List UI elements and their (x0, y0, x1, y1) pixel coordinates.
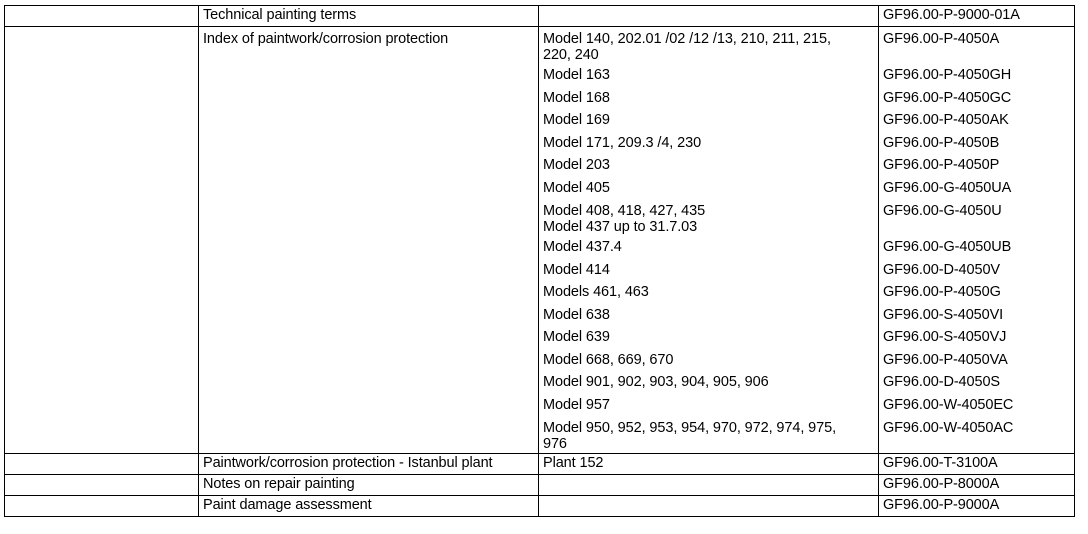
document-link[interactable]: GF96.00-G-4050UA (883, 179, 1012, 196)
model-line: Models 461, 463 (543, 284, 649, 300)
document-link[interactable]: GF96.00-D-4050V (883, 261, 1000, 278)
model-line: Model 408, 418, 427, 435 (543, 203, 706, 219)
detail-cell (539, 6, 879, 27)
model-line: Model 203 (543, 157, 610, 173)
document-link[interactable]: GF96.00-P-8000A (883, 476, 1000, 492)
document-link[interactable]: GF96.00-P-4050G (883, 284, 1001, 300)
blank-cell (5, 454, 199, 475)
model-entry (539, 394, 878, 417)
model-line: Model 163 (543, 67, 610, 83)
detail-text (539, 475, 878, 476)
document-link[interactable]: GF96.00-P-4050GC (883, 89, 1012, 106)
document-link[interactable]: GF96.00-T-3100A (883, 455, 998, 471)
model-line: Model 169 (543, 112, 610, 128)
model-line: Model 950, 952, 953, 954, 970, 972, 974, 975, (543, 420, 836, 436)
document-link[interactable]: GF96.00-P-9000A (883, 497, 1000, 513)
model-line: Model 668, 669, 670 (543, 351, 674, 368)
blank-cell (5, 27, 199, 454)
model-entry (539, 27, 878, 64)
models-list-cell (539, 27, 879, 454)
model-entry (539, 154, 878, 177)
document-link[interactable]: GF96.00-P-4050B (883, 134, 1000, 151)
document-link[interactable]: GF96.00-P-4050VA (883, 351, 1008, 368)
blank-cell (5, 496, 199, 517)
model-line: Model 405 (543, 179, 610, 196)
model-line: Model 639 (543, 329, 610, 345)
model-entry (539, 199, 878, 236)
document-link[interactable]: GF96.00-D-4050S (883, 374, 1000, 390)
topic-text: Paint damage assessment (203, 497, 372, 513)
document-link[interactable]: GF96.00-P-4050A (883, 31, 1000, 47)
table-row (5, 475, 1075, 496)
table-row (5, 496, 1075, 517)
model-line: Model 638 (543, 306, 610, 323)
model-entry (539, 304, 878, 327)
topic-text: Index of paintwork/corrosion protection (203, 31, 449, 47)
topic-cell (199, 27, 539, 454)
model-entry (539, 87, 878, 110)
topic-text: Notes on repair painting (203, 476, 355, 492)
topic-cell (199, 6, 539, 27)
blank-cell (5, 475, 199, 496)
detail-text (539, 6, 878, 7)
topic-text: Paintwork/corrosion protection - Istanbul plant (203, 455, 493, 471)
table-row (5, 6, 1075, 27)
document-link[interactable]: GF96.00-P-4050AK (883, 112, 1009, 128)
document-link[interactable]: GF96.00-W-4050EC (883, 396, 1014, 413)
document-link[interactable]: GF96.00-P-4050P (883, 157, 1000, 173)
model-line: Model 414 (543, 261, 610, 278)
document-cell (879, 454, 1075, 475)
model-line: Model 171, 209.3 /4, 230 (543, 134, 702, 151)
document-link[interactable]: GF96.00-S-4050VI (883, 306, 1004, 323)
model-entry (539, 177, 878, 200)
model-entry (539, 64, 878, 87)
model-line: Model 901, 902, 903, 904, 905, 906 (543, 374, 769, 390)
topic-cell (199, 454, 539, 475)
model-line-continued: 220, 240 (543, 47, 599, 63)
detail-text: Plant 152 (543, 455, 604, 471)
blank-cell (5, 6, 199, 27)
model-entry (539, 109, 878, 132)
detail-cell (539, 475, 879, 496)
model-entry (539, 259, 878, 282)
table-row (5, 454, 1075, 475)
document-link[interactable]: GF96.00-P-4050GH (883, 67, 1012, 83)
document-link[interactable]: GF96.00-W-4050AC (883, 420, 1014, 436)
model-line-continued: Model 437 up to 31.7.03 (543, 219, 698, 235)
model-line: Model 957 (543, 396, 610, 413)
detail-text (539, 496, 878, 497)
document-link[interactable]: GF96.00-G-4050U (883, 203, 1002, 219)
document-link[interactable]: GF96.00-P-9000-01A (883, 7, 1020, 23)
model-entry (539, 371, 878, 394)
table-row-index (5, 27, 1075, 454)
document-table-container (4, 5, 1072, 527)
model-entry (539, 416, 878, 453)
model-line-continued: 976 (543, 436, 567, 452)
document-cell (879, 6, 1075, 27)
model-entry (539, 349, 878, 372)
model-entry (539, 132, 878, 155)
documents-list-cell (879, 27, 1075, 454)
model-entry (539, 236, 878, 259)
topic-text: Technical painting terms (203, 7, 357, 23)
topic-cell (199, 475, 539, 496)
document-cell (879, 475, 1075, 496)
model-entry (539, 281, 878, 304)
model-line: Model 437.4 (543, 239, 622, 255)
model-line: Model 140, 202.01 /02 /12 /13, 210, 211, 215, (543, 31, 831, 47)
paint-documents-table (4, 5, 1075, 517)
document-link[interactable]: GF96.00-G-4050UB (883, 239, 1012, 255)
document-link[interactable]: GF96.00-S-4050VJ (883, 329, 1007, 345)
detail-cell (539, 496, 879, 517)
document-cell (879, 496, 1075, 517)
model-entry (539, 326, 878, 349)
topic-cell (199, 496, 539, 517)
detail-cell (539, 454, 879, 475)
model-line: Model 168 (543, 89, 610, 106)
